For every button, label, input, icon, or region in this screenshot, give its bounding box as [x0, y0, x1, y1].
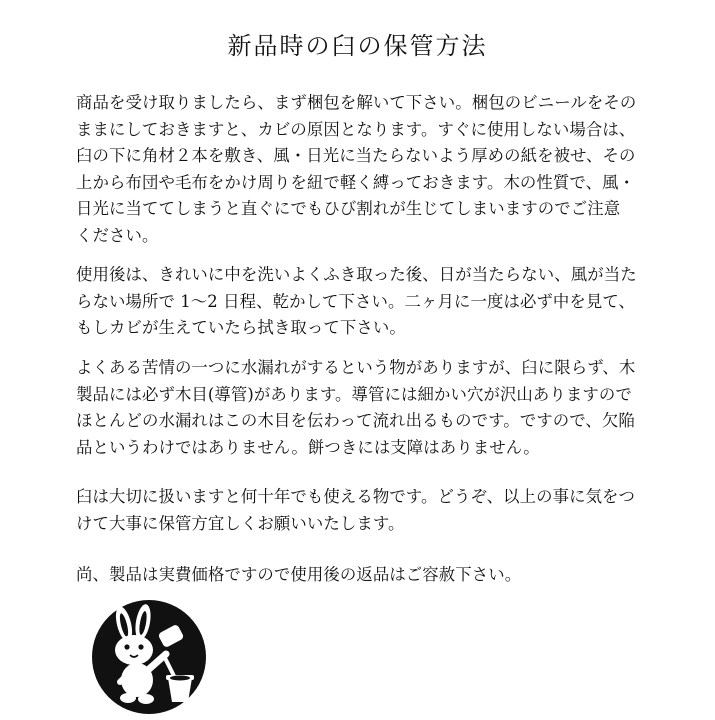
rabbit-pounding-mochi-icon: [90, 598, 208, 716]
text-line: 品というわけではありません。餅つきには支障はありません。: [76, 437, 540, 457]
text-line: 上から布団や毛布をかけ周りを紐で軽く縛っておきます。木の性質で、風・: [76, 172, 636, 192]
text-line: もしカビが生えていたら拭き取って下さい。: [76, 318, 406, 337]
text-line: けて大事に保管方宜しくお願いいたします。: [76, 513, 405, 533]
page-title: 新品時の臼の保管方法: [227, 32, 488, 60]
paragraph-return-policy: [76, 562, 636, 589]
text-line: 尚、製品は実費価格ですので使用後の返品はご容赦下さい。: [76, 565, 522, 584]
text-line: よくある苦情の一つに水漏れがするという物がありますが、臼に限らず、木: [76, 358, 636, 377]
text-line: ままにしておきますと、カビの原因となります。すぐに使用しない場合は、: [76, 119, 636, 139]
paragraph-after-use: [76, 262, 636, 342]
text-line: 製品には必ず木目(導管)があります。導管には細かい穴が沢山ありますので: [76, 384, 632, 404]
paragraph-water-leak: [76, 355, 636, 461]
text-line: らない場所で 1〜2 日程、乾かして下さい。二ヶ月に一度は必ず中を見て、: [76, 291, 636, 311]
text-line: ほとんどの水漏れはこの木目を伝わって流れ出るものです。ですので、欠陥: [76, 411, 635, 430]
text-line: 臼は大切に扱いますと何十年でも使える物です。どうぞ、以上の事に気をつ: [76, 487, 636, 506]
text-line: 臼の下に角材２本を敷き、風・日光に当たらないよう厚めの紙を被せ、その: [76, 146, 636, 165]
paragraph-storage-instructions: [76, 90, 636, 249]
text-line: 日光に当ててしまうと直ぐにでもひび割れが生じてしまいますのでご注意: [76, 199, 621, 218]
text-line: 商品を受け取りましたら、まず梱包を解いて下さい。梱包のビニールをその: [76, 93, 637, 112]
text-line: ください。: [76, 225, 159, 245]
paragraph-care-request: [76, 484, 636, 537]
text-line: 使用後は、きれいに中を洗いよくふき取った後、日が当たらない、風が当た: [76, 265, 637, 284]
